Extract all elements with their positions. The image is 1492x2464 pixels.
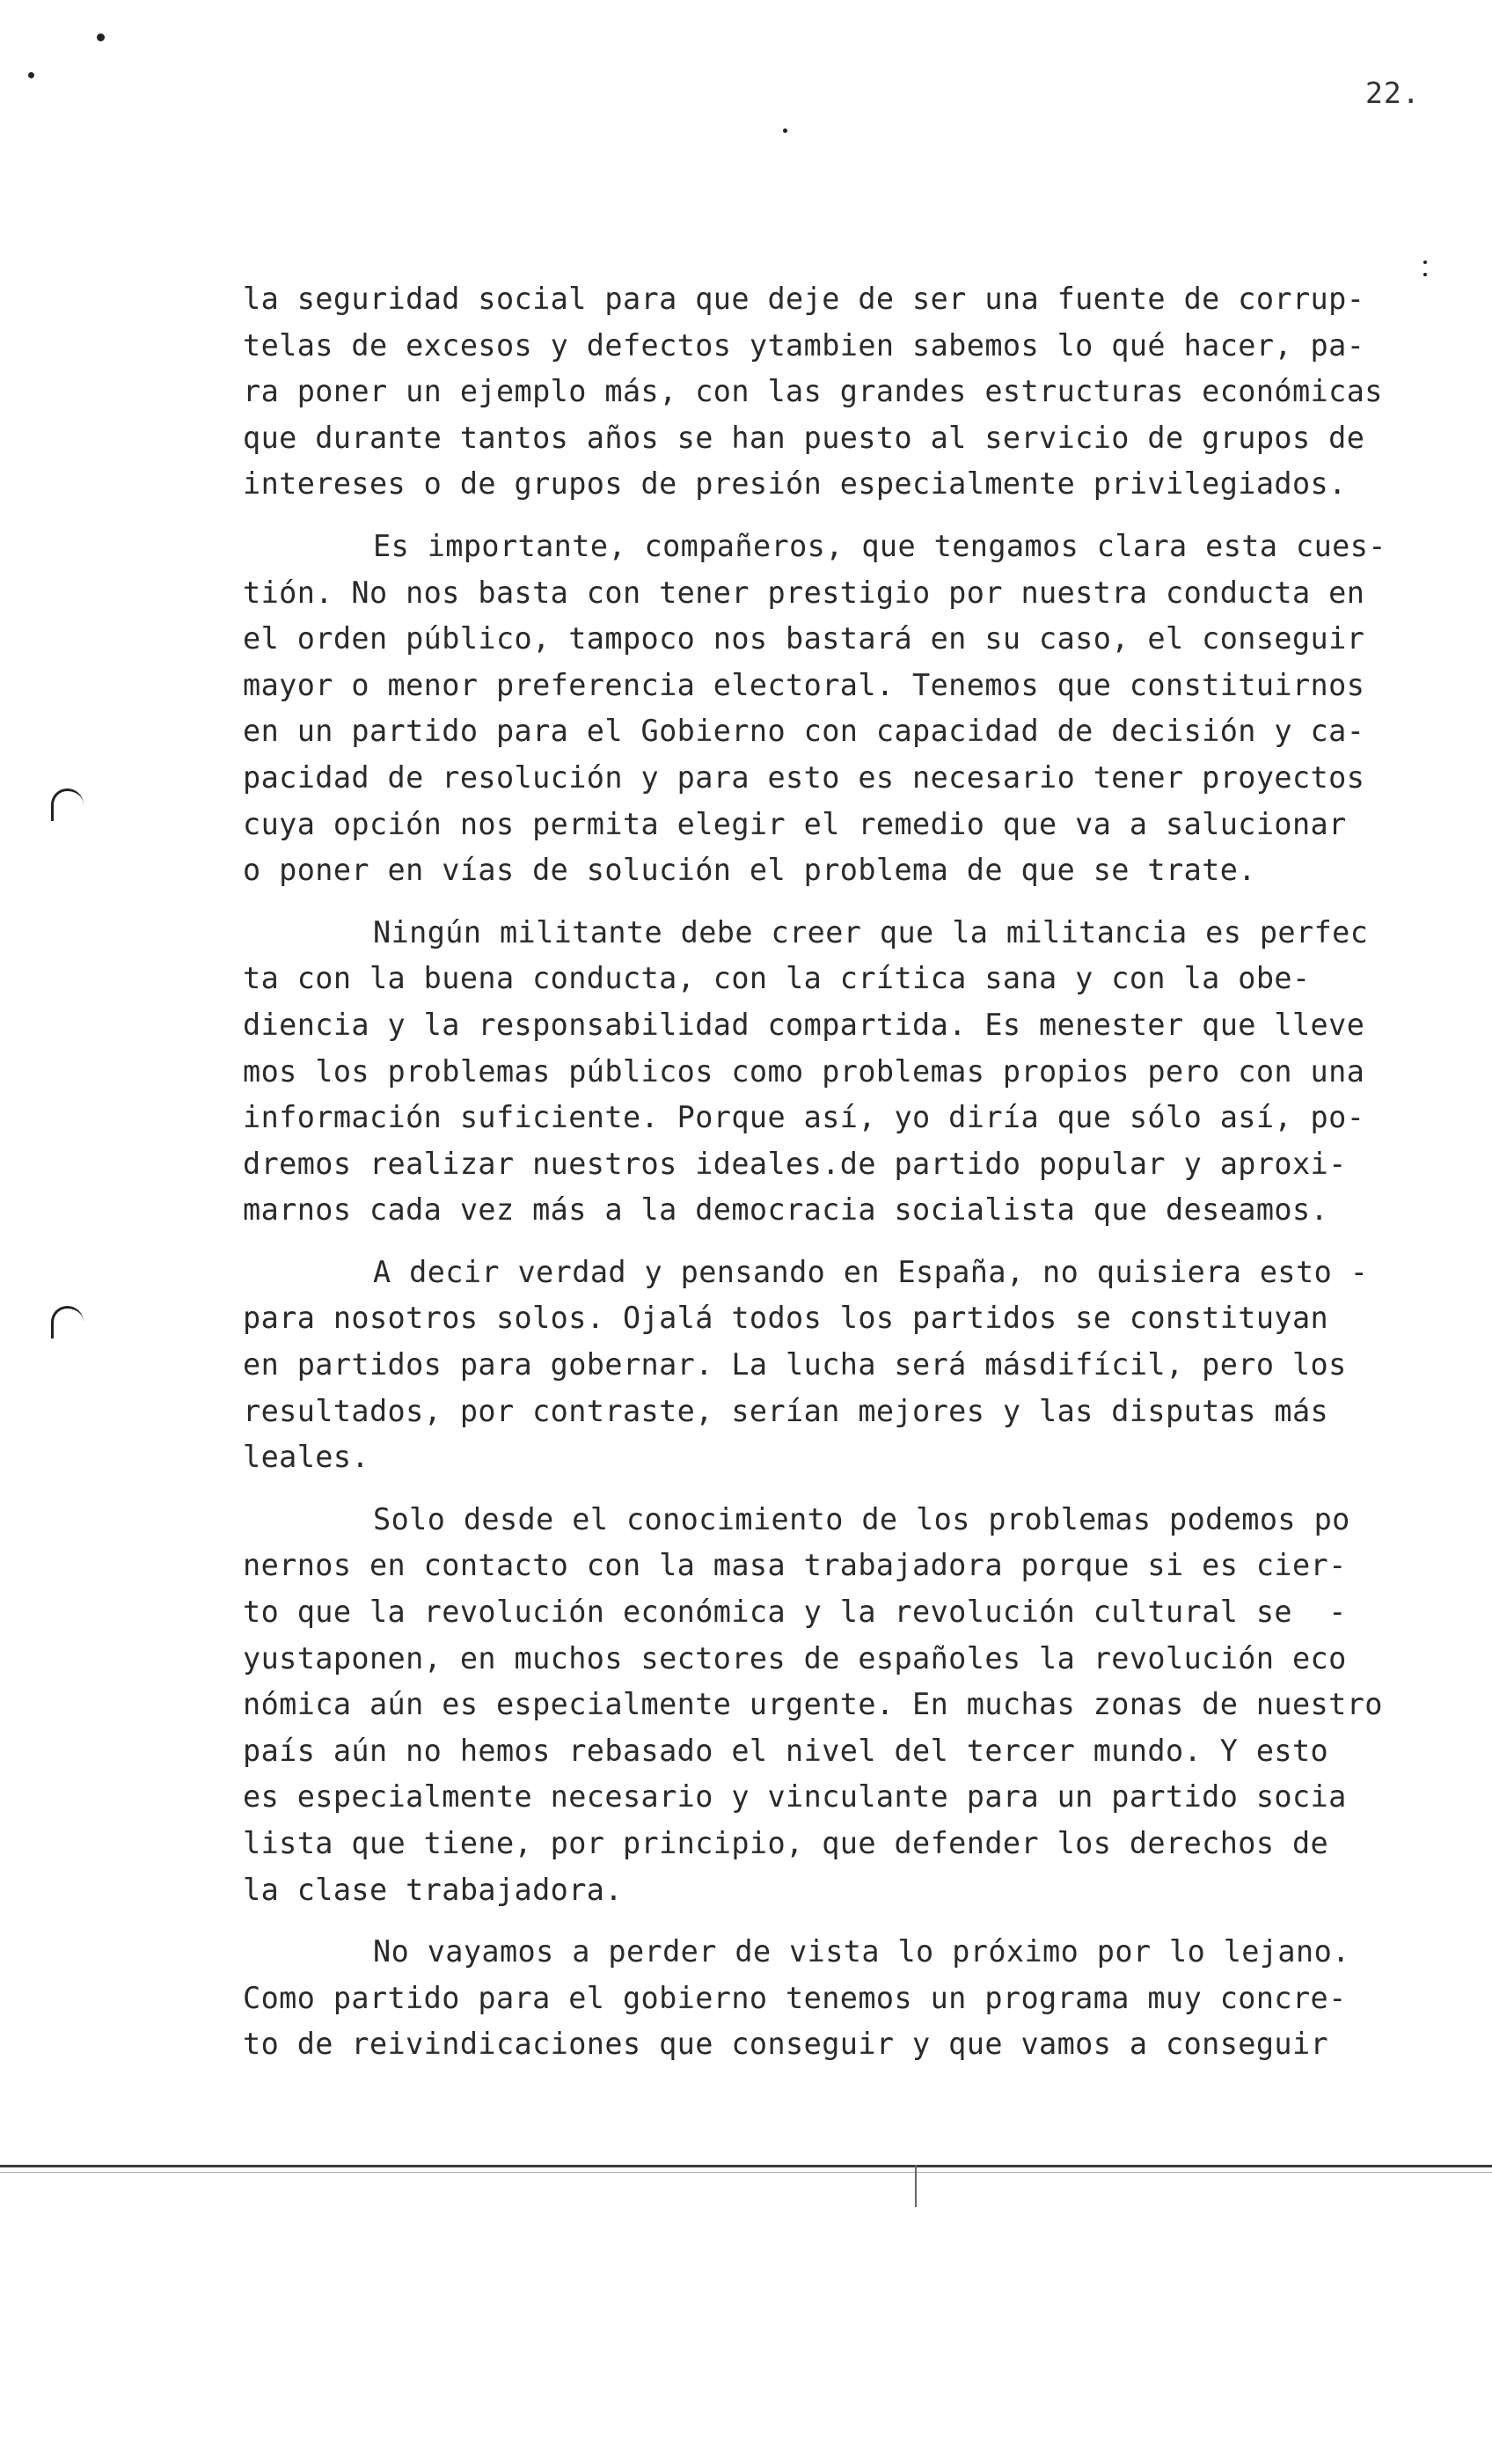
text-line: resultados, por contraste, serían mejores y las disputas más xyxy=(243,1393,1329,1428)
paragraph-gap xyxy=(243,1913,1422,1929)
text-line: diencia y la responsabilidad compartida. Es menester que lleve xyxy=(243,1007,1365,1042)
text-line: en partidos para gobernar. La lucha será másdifícil, pero los xyxy=(243,1347,1347,1382)
text-line: es especialmente necesario y vinculante para un partido socia xyxy=(243,1779,1347,1815)
paragraph xyxy=(243,1929,1422,2068)
paragraph xyxy=(243,276,1422,508)
page-number: 22. xyxy=(1365,76,1421,110)
text-line: o poner en vías de solución el problema de que se trate. xyxy=(243,853,1256,888)
text-line: cuya opción nos permita elegir el remedio que va a salucionar xyxy=(243,806,1347,841)
margin-bracket-mark xyxy=(51,1306,84,1338)
speck-mark xyxy=(97,33,105,41)
text-line: tión. No nos basta con tener prestigio por nuestra conducta en xyxy=(243,575,1365,610)
text-line: Como partido para el gobierno tenemos un programa muy concre- xyxy=(243,1980,1347,2015)
text-line: nernos en contacto con la masa trabajadora porque si es cier- xyxy=(243,1548,1347,1583)
text-line: pacidad de resolución y para esto es necesario tener proyectos xyxy=(243,759,1365,795)
text-line: intereses o de grupos de presión especialmente privilegiados. xyxy=(243,466,1347,502)
text-line: ra poner un ejemplo más, con las grandes estructuras económicas xyxy=(243,374,1383,409)
text-line: Es importante, compañeros, que tengamos clara esta cues- xyxy=(373,528,1386,563)
text-line: yustaponen, en muchos sectores de españoles la revolución eco xyxy=(243,1640,1347,1676)
paragraph xyxy=(243,910,1422,1234)
speck-mark xyxy=(783,128,787,133)
paragraph xyxy=(243,1497,1422,1913)
text-line: leales. xyxy=(243,1440,369,1475)
text-line: nómica aún es especialmente urgente. En muchas zonas de nuestro xyxy=(243,1687,1383,1722)
text-line: mayor o menor preferencia electoral. Tenemos que constituirnos xyxy=(243,667,1365,702)
text-line: la seguridad social para que deje de ser una fuente de corrup- xyxy=(243,282,1365,316)
text-line: información suficiente. Porque así, yo diría que sólo así, po- xyxy=(243,1100,1365,1135)
text-line: mos los problemas públicos como problemas propios pero con una xyxy=(243,1053,1365,1089)
page-bottom-rule xyxy=(0,2165,1492,2167)
page-bottom-rule-shadow xyxy=(0,2172,1492,2173)
paragraph-gap xyxy=(243,1234,1422,1250)
text-line: A decir verdad y pensando en España, no quisiera esto - xyxy=(373,1254,1369,1289)
paragraph-gap xyxy=(243,894,1422,910)
paragraph-gap xyxy=(243,1481,1422,1497)
text-line: que durante tantos años se han puesto al servicio de grupos de xyxy=(243,420,1365,455)
speck-mark xyxy=(1423,273,1427,276)
text-line: dremos realizar nuestros ideales.de partido popular y aproxi- xyxy=(243,1146,1347,1181)
text-line: país aún no hemos rebasado el nivel del tercer mundo. Y esto xyxy=(243,1733,1329,1768)
speck-mark xyxy=(28,72,34,78)
text-line: el orden público, tampoco nos bastará en su caso, el conseguir xyxy=(243,621,1365,656)
text-line: Ningún militante debe creer que la militancia es perfec xyxy=(373,914,1369,950)
speck-mark xyxy=(1423,260,1427,264)
text-line: No vayamos a perder de vista lo próximo por lo lejano. xyxy=(373,1934,1350,1969)
paragraph xyxy=(243,524,1422,894)
text-line: la clase trabajadora. xyxy=(243,1872,623,1907)
text-line: para nosotros solos. Ojalá todos los partidos se constituyan xyxy=(243,1301,1329,1336)
bottom-tick-mark xyxy=(915,2165,917,2207)
text-line: to de reivindicaciones que conseguir y que vamos a conseguir xyxy=(243,2027,1329,2062)
text-line: marnos cada vez más a la democracia socialista que deseamos. xyxy=(243,1192,1329,1228)
text-line: telas de excesos y defectos ytambien sabemos lo qué hacer, pa- xyxy=(243,327,1365,363)
text-line: lista que tiene, por principio, que defender los derechos de xyxy=(243,1826,1329,1860)
paragraph-gap xyxy=(243,508,1422,524)
text-line: Solo desde el conocimiento de los problemas podemos po xyxy=(373,1501,1350,1536)
text-line: en un partido para el Gobierno con capacidad de decisión y ca- xyxy=(243,714,1365,749)
paragraph xyxy=(243,1250,1422,1481)
document-body xyxy=(243,276,1422,2068)
margin-bracket-mark xyxy=(51,788,84,821)
text-line: ta con la buena conducta, con la crítica sana y con la obe- xyxy=(243,961,1311,996)
text-line: to que la revolución económica y la revolución cultural se - xyxy=(243,1595,1347,1630)
